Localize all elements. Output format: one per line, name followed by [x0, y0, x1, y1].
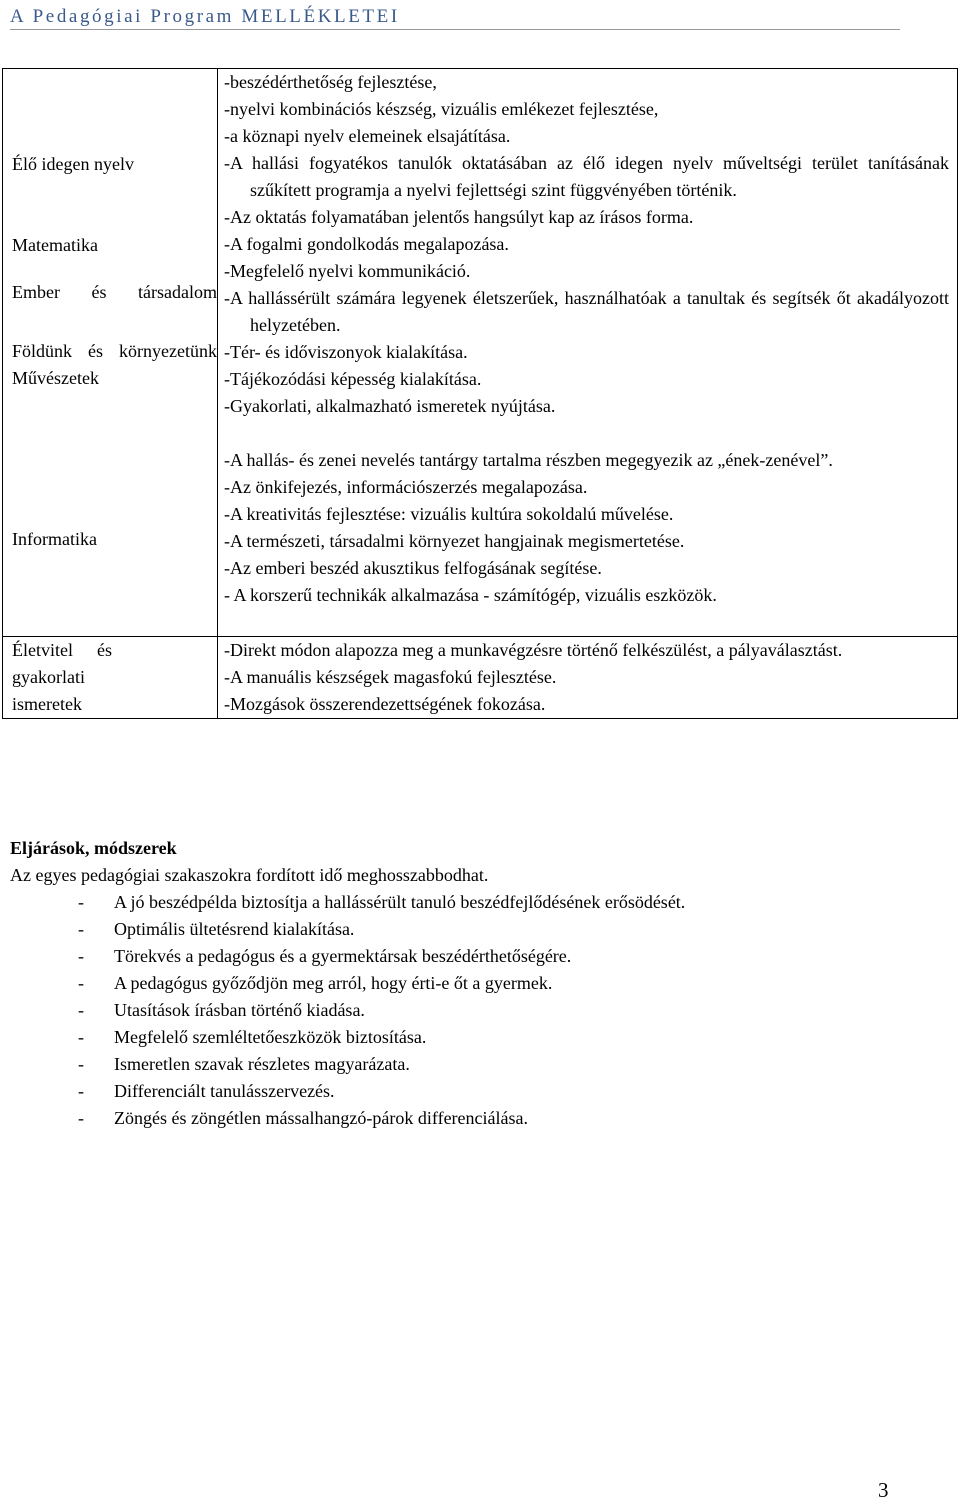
section-intro: Az egyes pedagógiai szakaszokra fordított idő meghosszabbodhat. [10, 865, 489, 885]
page-header: A Pedagógiai Program MELLÉKLETEI [10, 6, 900, 30]
bullet-dash: - [78, 892, 84, 912]
table-row [3, 69, 958, 637]
objectives-cell [218, 69, 958, 637]
subjects-cell [3, 637, 218, 719]
list-item: -Az oktatás folyamatában jelentős hangsúlyt kap az írásos forma. [224, 207, 694, 227]
bullet-dash: - [78, 1000, 84, 1020]
bullet-text: A jó beszédpélda biztosítja a hallássérült tanuló beszédfejlődésének erősödését. [114, 892, 686, 912]
bullet-text: Zöngés és zöngétlen mássalhangzó-párok differenciálása. [114, 1108, 528, 1128]
bullet-text: Ismeretlen szavak részletes magyarázata. [114, 1054, 410, 1074]
list-item: - A korszerű technikák alkalmazása - számítógép, vizuális eszközök. [224, 585, 717, 605]
subject-matematika: Matematika [12, 235, 98, 255]
list-item: -beszédérthetőség fejlesztése, [224, 72, 437, 92]
list-item [10, 997, 910, 1024]
bullet-text: Differenciált tanulásszervezés. [114, 1081, 335, 1101]
bullet-text: Utasítások írásban történő kiadása. [114, 1000, 365, 1020]
list-item [10, 1105, 910, 1132]
list-item [10, 943, 910, 970]
bullet-text: A pedagógus győződjön meg arról, hogy érti-e őt a gyermek. [114, 973, 553, 993]
list-item [10, 889, 910, 916]
bullet-text: Optimális ültetésrend kialakítása. [114, 919, 355, 939]
list-item: -Tér- és időviszonyok kialakítása. [224, 342, 468, 362]
list-item: -Mozgások összerendezettségének fokozása. [224, 694, 546, 714]
list-item: -A természeti, társadalmi környezet hangjainak megismertetése. [224, 531, 685, 551]
list-item: -A fogalmi gondolkodás megalapozása. [224, 234, 509, 254]
subject-informatika: Informatika [12, 529, 97, 549]
list-item: -Tájékozódási képesség kialakítása. [224, 369, 482, 389]
bullet-dash: - [78, 1108, 84, 1128]
list-item [10, 970, 910, 997]
list-item: -a köznapi nyelv elemeinek elsajátítása. [224, 126, 511, 146]
list-item: -A hallás- és zenei nevelés tantárgy tartalma részben megegyezik az „ének-zenével”. [224, 450, 833, 470]
bullet-dash: - [78, 946, 84, 966]
table-row [3, 637, 958, 719]
bullet-text: Törekvés a pedagógus és a gyermektársak beszédérthetőségére. [114, 946, 572, 966]
list-item: -Gyakorlati, alkalmazható ismeretek nyújtása. [224, 396, 556, 416]
subject-muveszetek: Művészetek [12, 368, 99, 388]
subject-ember-es-tarsadalom: Ember és társadalom [12, 282, 217, 302]
list-item [10, 1024, 910, 1051]
list-item: -A kreativitás fejlesztése: vizuális kultúra sokoldalú művelése. [224, 504, 674, 524]
subject-foldunk-es-kornyezetunk: Földünk és környezetünk [12, 341, 217, 361]
list-item: -Az önkifejezés, információszerzés megalapozása. [224, 477, 588, 497]
list-item: -A hallássérült számára legyenek életszerűek, használhatóak a tanultak és segítsék őt akadályozott helyzetében. [224, 288, 949, 335]
list-item [10, 1051, 910, 1078]
methods-section [10, 835, 910, 1132]
list-item: -Az emberi beszéd akusztikus felfogásának segítése. [224, 558, 602, 578]
objectives-cell [218, 637, 958, 719]
bullet-dash: - [78, 1027, 84, 1047]
list-item [10, 1078, 910, 1105]
list-item: -A manuális készségek magasfokú fejlesztése. [224, 667, 557, 687]
page-number: 3 [878, 1478, 889, 1502]
section-title: Eljárások, módszerek [10, 838, 177, 858]
list-item: -A hallási fogyatékos tanulók oktatásában az élő idegen nyelv műveltségi terület tanításának szűkített programja a nyelvi fejlettségi szint függvényében történik. [224, 153, 949, 200]
list-item: -nyelvi kombinációs készség, vizuális emlékezet fejlesztése, [224, 99, 659, 119]
subject-eletvitel-es-gyakorlati-ismeretek: Életvitel és gyakorlati ismeretek [12, 640, 112, 714]
bullet-dash: - [78, 919, 84, 939]
bullet-dash: - [78, 973, 84, 993]
subjects-cell [3, 69, 218, 637]
curriculum-table [2, 68, 958, 719]
list-item [10, 916, 910, 943]
subject-elo-idegen-nyelv: Élő idegen nyelv [12, 154, 134, 174]
bullet-dash: - [78, 1054, 84, 1074]
list-item: -Direkt módon alapozza meg a munkavégzésre történő felkészülést, a pályaválasztást. [224, 640, 843, 660]
bullet-dash: - [78, 1081, 84, 1101]
bullet-text: Megfelelő szemléltetőeszközök biztosítása. [114, 1027, 427, 1047]
bullet-list [10, 889, 910, 1132]
list-item: -Megfelelő nyelvi kommunikáció. [224, 261, 471, 281]
